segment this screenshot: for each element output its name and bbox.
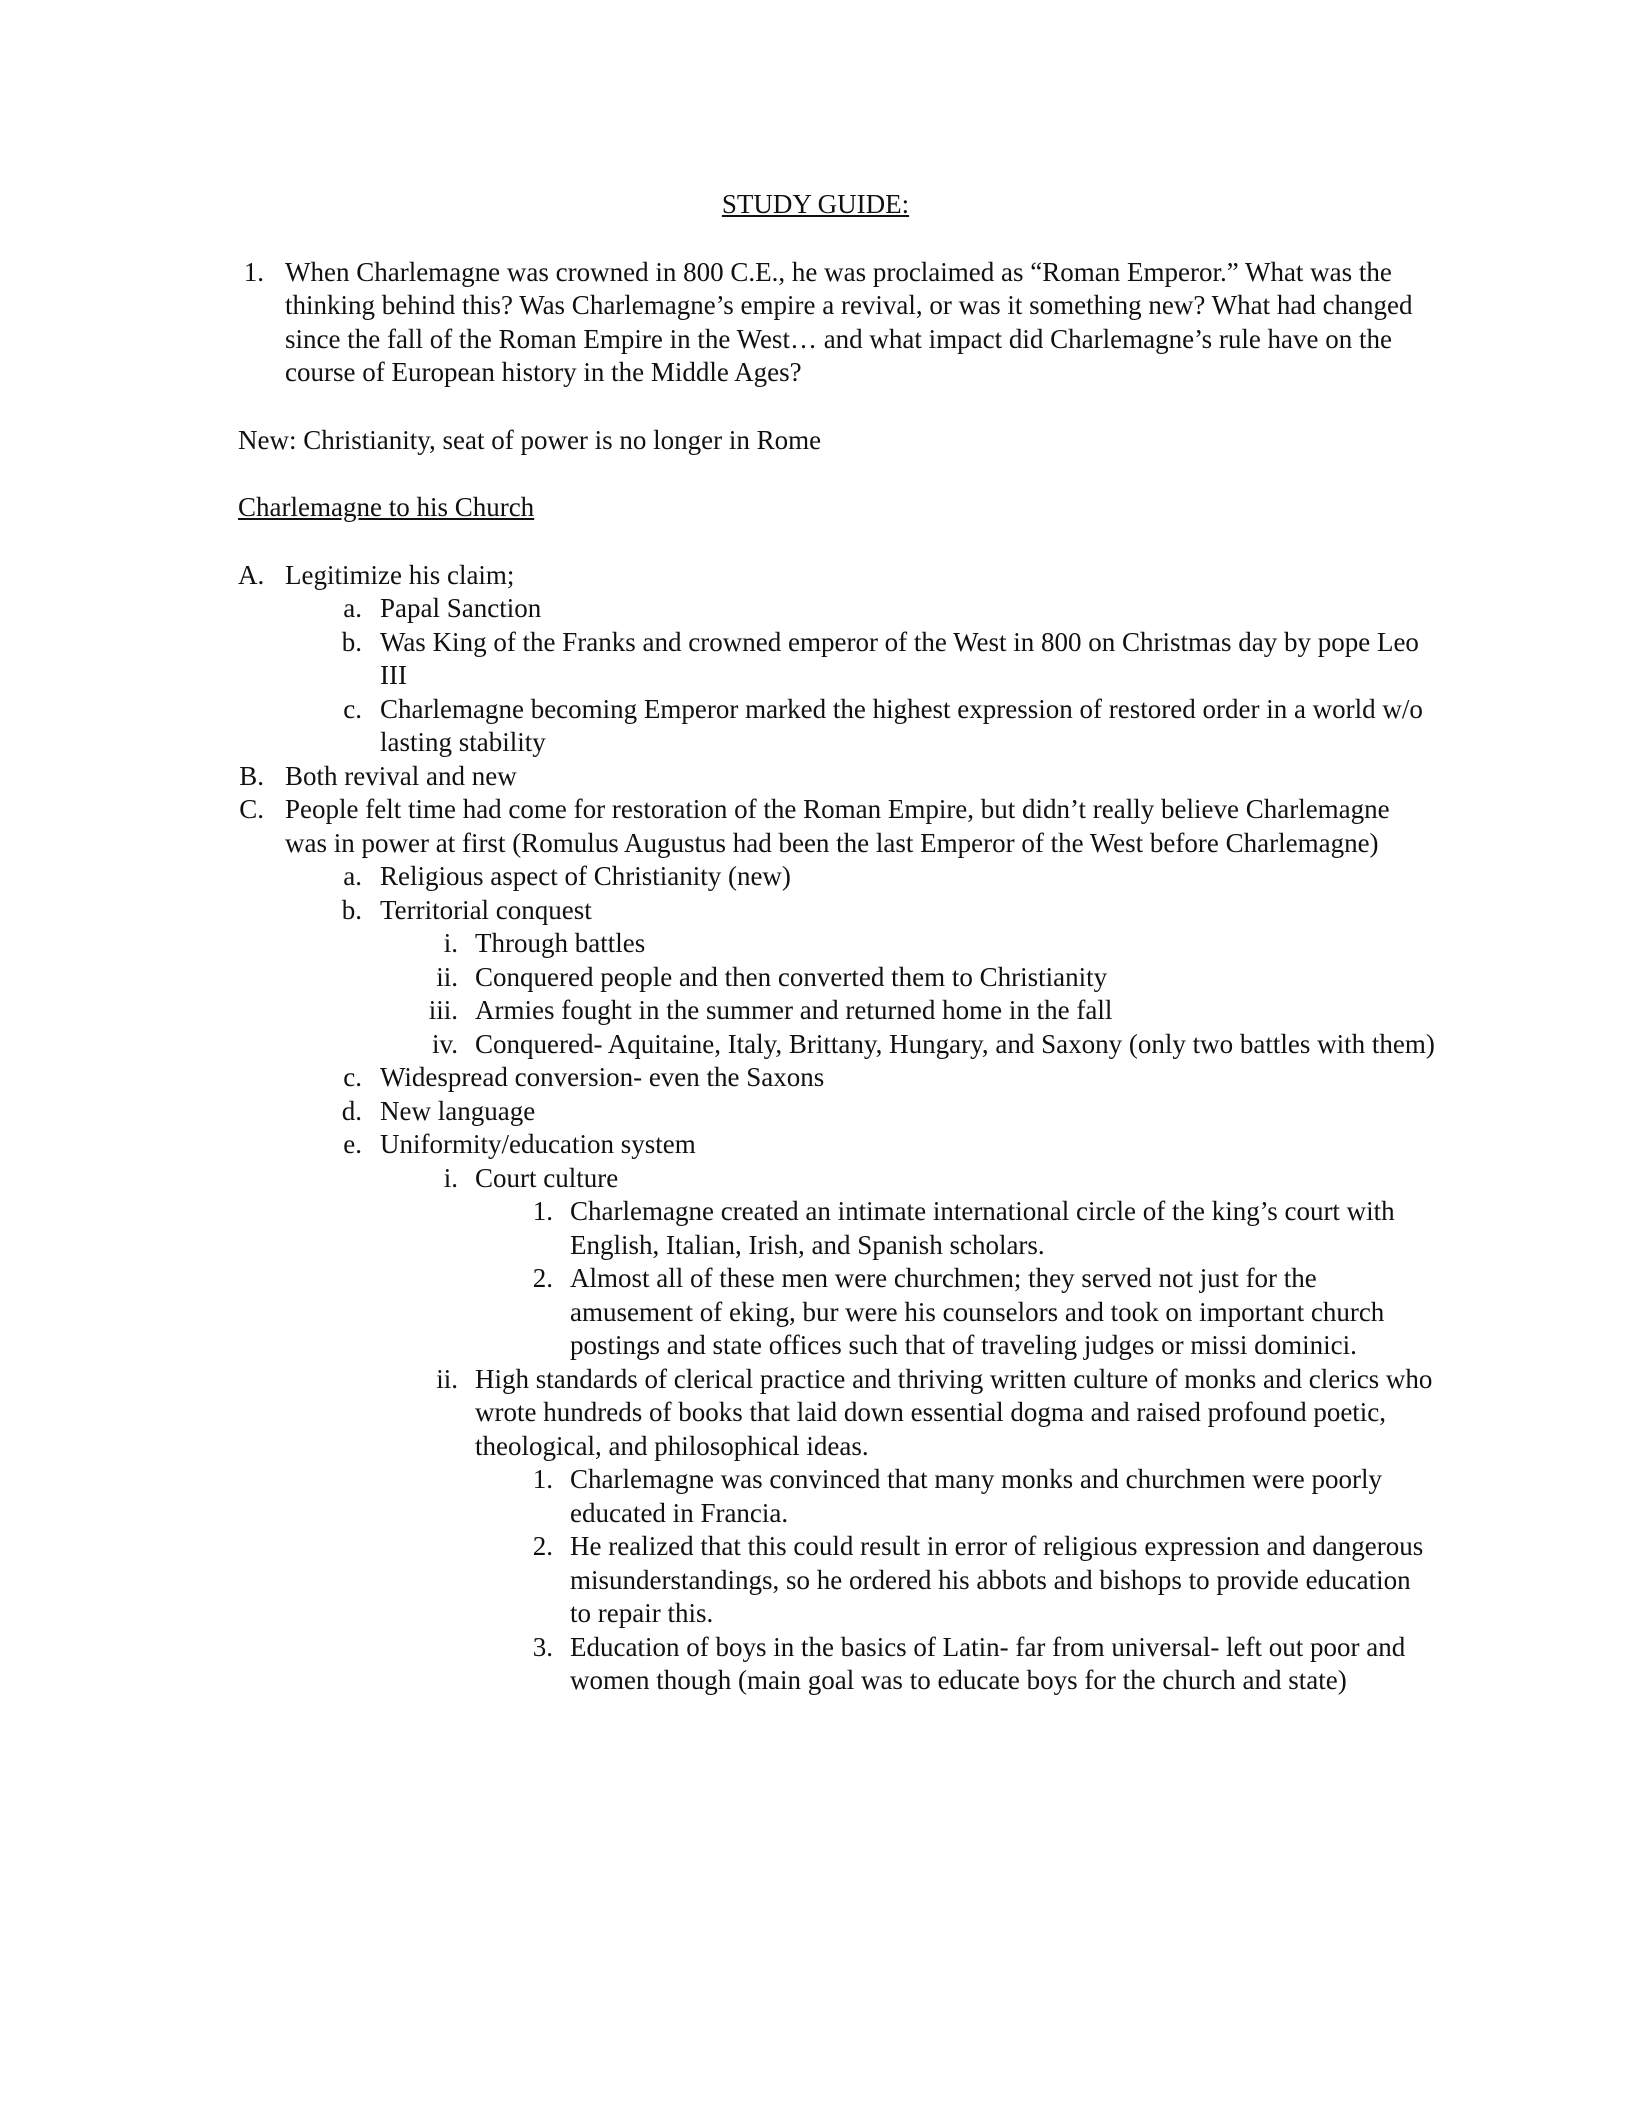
list-marker: ii.	[436, 961, 458, 992]
list-marker: a.	[343, 861, 362, 891]
list-item-text: New language	[380, 1095, 536, 1126]
list-marker: b.	[341, 894, 362, 925]
section-heading: Charlemagne to his Church	[238, 492, 535, 522]
list-item	[238, 1028, 1438, 1062]
list-item	[238, 1631, 1438, 1698]
question-item	[238, 256, 1438, 390]
list-item-text: People felt time had come for restoration of the Roman Empire, but didn’t really believe Charlemagne was in power at first (Romulus Augustus had been the last Emperor of the West before Charlemagne)	[285, 794, 1390, 858]
list-marker: e.	[343, 1129, 362, 1159]
list-marker: A.	[238, 559, 265, 590]
list-item	[238, 559, 1438, 593]
list-item	[238, 927, 1438, 961]
list-item	[238, 1095, 1438, 1129]
list-item	[238, 592, 1438, 626]
list-marker: iii.	[428, 995, 458, 1025]
list-item-text: Papal Sanction	[380, 593, 542, 623]
list-marker: B.	[239, 760, 264, 791]
list-item-text: He realized that this could result in error of religious expression and dangerous misunderstandings, so he ordered his abbots and bishops to provide education to repair this.	[570, 1531, 1424, 1628]
list-item-text: Charlemagne created an intimate international circle of the king’s court with English, Italian, Irish, and Spanish scholars.	[570, 1196, 1395, 1260]
list-item-text: Was King of the Franks and crowned emperor of the West in 800 on Christmas day by pope Leo III	[380, 626, 1419, 690]
list-marker: a.	[343, 593, 362, 623]
list-item-text: Education of boys in the basics of Latin- far from universal- left out poor and women though (main goal was to educate boys for the church and state)	[570, 1631, 1406, 1695]
list-item-text: Armies fought in the summer and returned home in the fall	[475, 995, 1113, 1025]
list-marker: C.	[239, 794, 264, 824]
list-marker: ii.	[436, 1363, 458, 1394]
list-item	[238, 1363, 1438, 1464]
list-item	[238, 961, 1438, 995]
list-marker: b.	[341, 626, 362, 657]
list-marker: iv.	[432, 1028, 458, 1059]
answer-note: New: Christianity, seat of power is no longer in Rome	[238, 424, 822, 455]
list-item-text: Uniformity/education system	[380, 1129, 696, 1159]
list-item-text: Court culture	[475, 1162, 619, 1193]
list-item	[238, 994, 1438, 1028]
spacer	[238, 457, 1438, 491]
list-item	[238, 1463, 1438, 1530]
question-text: When Charlemagne was crowned in 800 C.E., he was proclaimed as “Roman Emperor.” What was the thinking behind this? Was Charlemagne’s empire a revival, or was it something new? What had changed since the fall of the Roman Empire in the West… and what impact did Charlemagne’s rule have on the course of European history in the Middle Ages?	[285, 256, 1413, 387]
list-item-text: Both revival and new	[285, 760, 517, 791]
document-body	[238, 188, 1438, 1698]
list-item	[238, 1128, 1438, 1162]
list-item	[238, 1162, 1438, 1196]
list-item	[238, 1061, 1438, 1095]
list-item	[238, 693, 1438, 760]
list-item	[238, 760, 1438, 794]
list-item-text: Legitimize his claim;	[285, 559, 515, 590]
outline-list	[238, 559, 1438, 1698]
list-item-text: Charlemagne becoming Emperor marked the highest expression of restored order in a world w/o lasting stability	[380, 693, 1423, 757]
list-item	[238, 1195, 1438, 1262]
list-marker: 2.	[532, 1263, 553, 1293]
list-item-text: Territorial conquest	[380, 894, 592, 925]
list-marker: 1.	[243, 256, 264, 287]
spacer	[238, 525, 1438, 559]
list-item	[238, 1530, 1438, 1631]
list-marker: 1.	[532, 1464, 553, 1494]
list-item-text: Through battles	[475, 928, 646, 958]
list-marker: 1.	[532, 1196, 553, 1226]
list-item	[238, 793, 1438, 860]
list-item	[238, 894, 1438, 928]
list-item-text: High standards of clerical practice and thriving written culture of monks and clerics who wrote hundreds of books that laid down essential dogma and raised profound poetic, theological, and philosophical ideas.	[475, 1363, 1433, 1461]
list-marker: 3.	[532, 1631, 553, 1662]
list-item	[238, 1262, 1438, 1363]
list-marker: c.	[343, 693, 362, 724]
list-marker: 2.	[532, 1531, 553, 1561]
list-item	[238, 860, 1438, 894]
list-item-text: Conquered- Aquitaine, Italy, Brittany, Hungary, and Saxony (only two battles with them)	[475, 1028, 1435, 1059]
list-item-text: Almost all of these men were churchmen; they served not just for the amusement of eking, bur were his counselors and took on important church postings and state offices such that of traveling judges or missi dominici.	[570, 1263, 1385, 1360]
list-item	[238, 626, 1438, 693]
spacer	[238, 390, 1438, 424]
list-item-text: Religious aspect of Christianity (new)	[380, 861, 791, 891]
list-marker: c.	[343, 1062, 362, 1092]
list-item-text: Widespread conversion- even the Saxons	[380, 1062, 825, 1092]
list-marker: i.	[443, 928, 458, 958]
list-item-text: Charlemagne was convinced that many monks and churchmen were poorly educated in Francia.	[570, 1464, 1382, 1528]
list-marker: d.	[341, 1095, 362, 1126]
list-item-text: Conquered people and then converted them to Christianity	[475, 961, 1108, 992]
page-title: STUDY GUIDE:	[721, 189, 910, 219]
list-marker: i.	[443, 1162, 458, 1193]
